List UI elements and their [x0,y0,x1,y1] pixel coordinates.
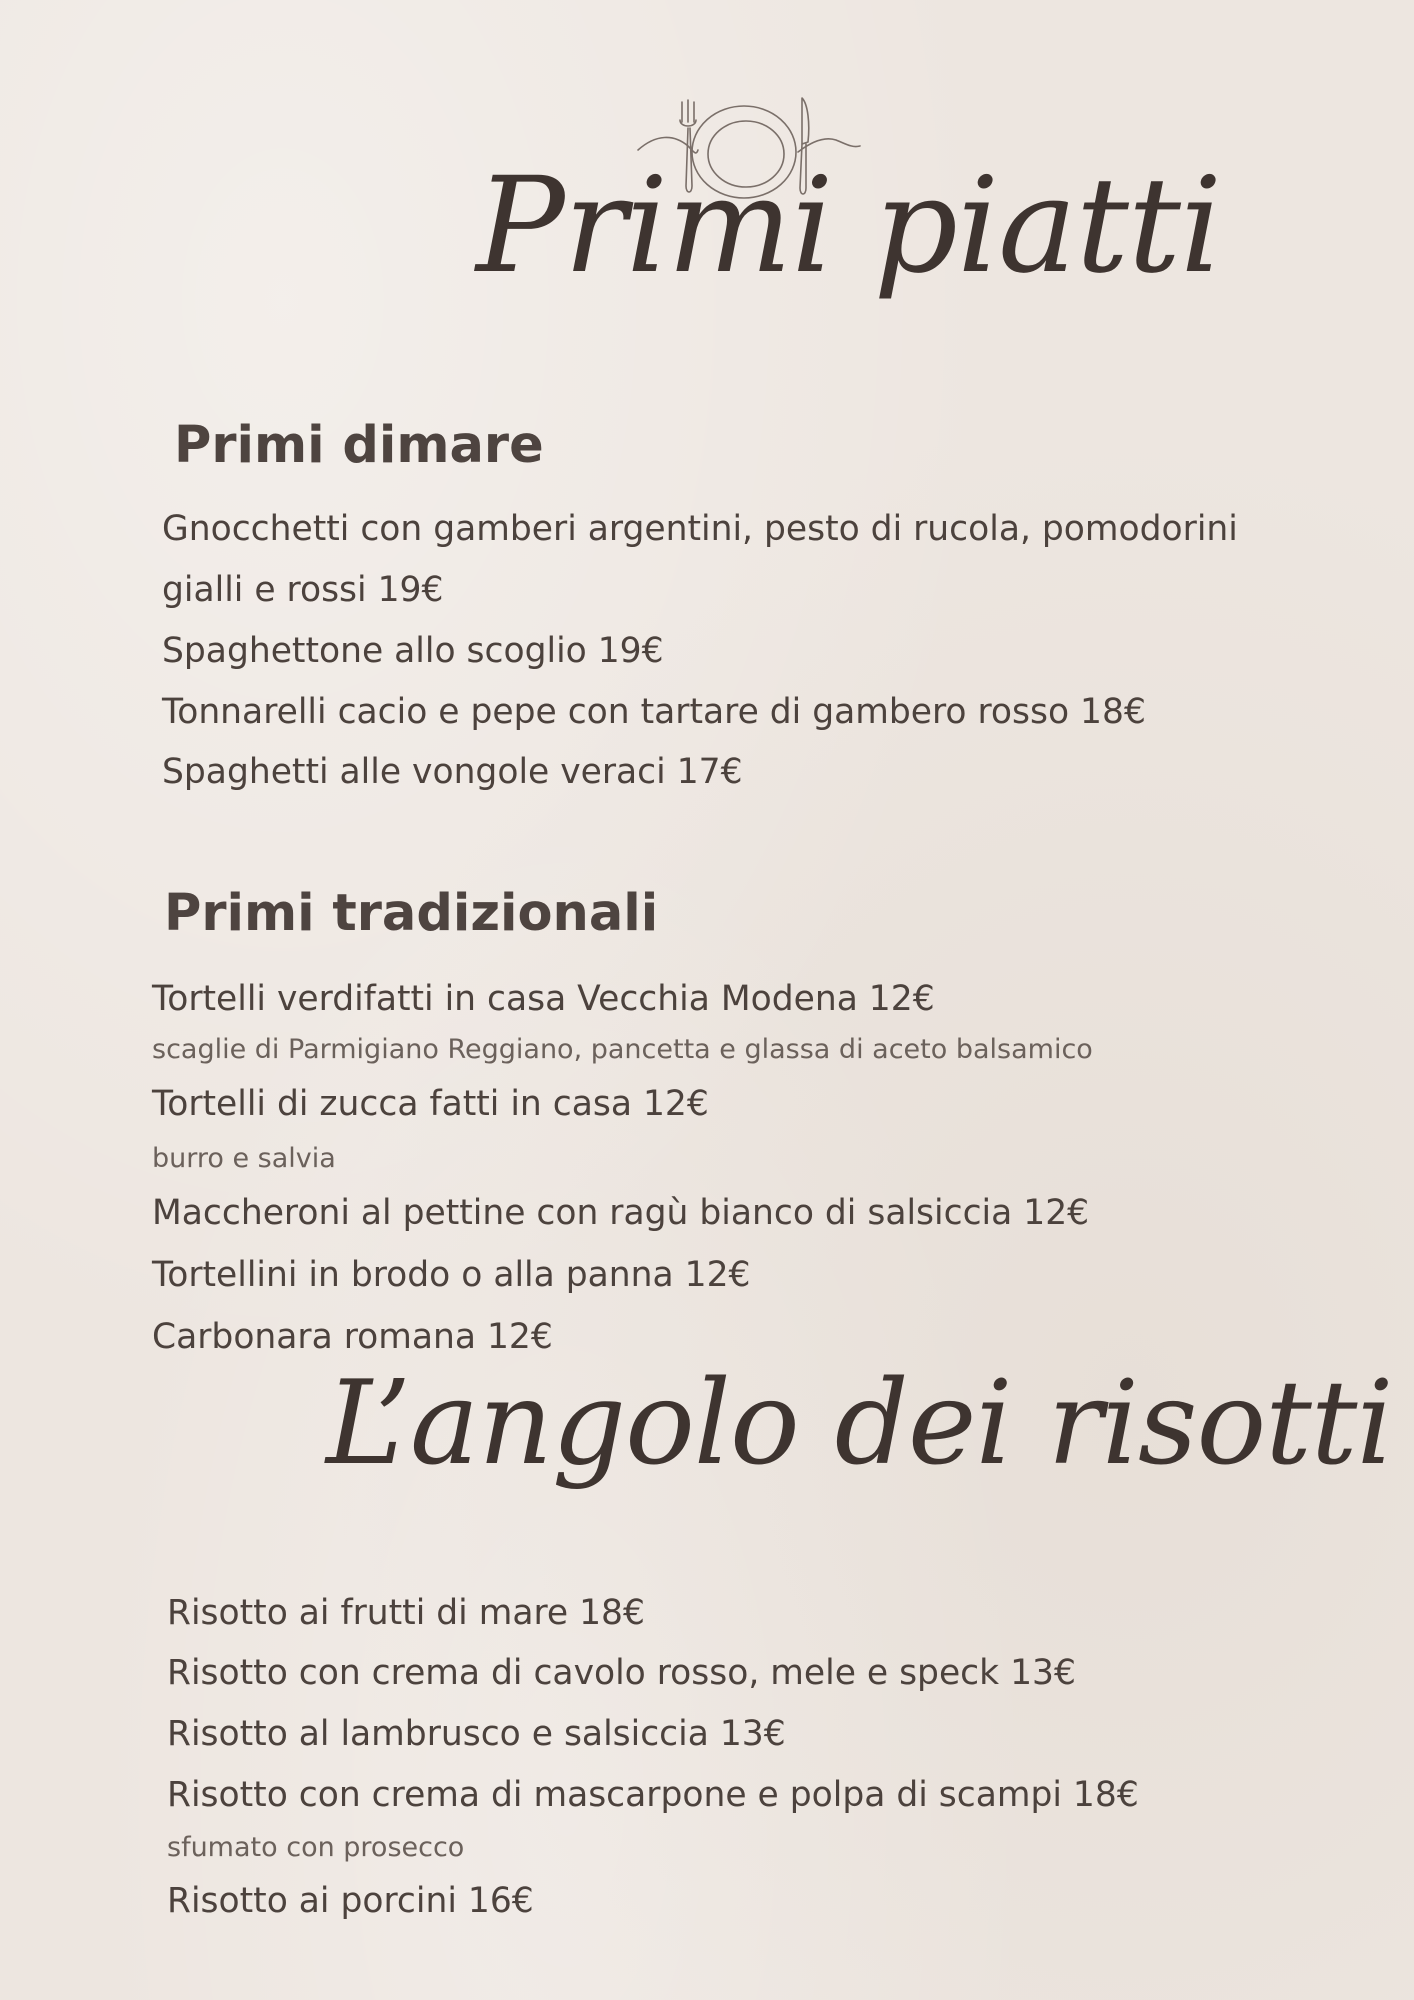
menu-item: Tonnarelli cacio e pepe con tartare di gambero rosso 18€ [162,692,1146,732]
menu-item: Risotto con crema di mascarpone e polpa di scampi 18€ [167,1775,1139,1815]
menu-item: Tortelli verdifatti in casa Vecchia Modena 12€ [152,979,935,1019]
page-title: Primi piatti [476,149,1222,303]
menu-item: Risotto ai frutti di mare 18€ [167,1593,645,1633]
menu-item: Maccheroni al pettine con ragù bianco di salsiccia 12€ [152,1193,1090,1233]
menu-item: Tortelli di zucca fatti in casa 12€ [152,1084,709,1124]
menu-item: Carbonara romana 12€ [152,1317,553,1357]
menu-item: gialli e rossi 19€ [162,570,444,610]
risotti-title: L’angolo dei risotti [326,1356,1393,1491]
menu-item: Gnocchetti con gamberi argentini, pesto di rucola, pomodorini [162,509,1238,549]
section-heading-primi-dimare: Primi dimare [174,416,544,475]
menu-item: Spaghetti alle vongole veraci 17€ [162,752,743,792]
menu-item: Risotto al lambrusco e salsiccia 13€ [167,1714,786,1754]
menu-item: Spaghettone allo scoglio 19€ [162,631,664,671]
menu-item-note: sfumato con prosecco [167,1832,465,1863]
menu-item-note: burro e salvia [152,1143,336,1174]
menu-item: Risotto con crema di cavolo rosso, mele e speck 13€ [167,1653,1076,1693]
menu-item: Tortellini in brodo o alla panna 12€ [152,1255,751,1295]
menu-item: Risotto ai porcini 16€ [167,1881,534,1921]
section-heading-primi-tradizionali: Primi tradizionali [164,884,659,943]
menu-item-note: scaglie di Parmigiano Reggiano, pancetta e glassa di aceto balsamico [152,1034,1093,1065]
